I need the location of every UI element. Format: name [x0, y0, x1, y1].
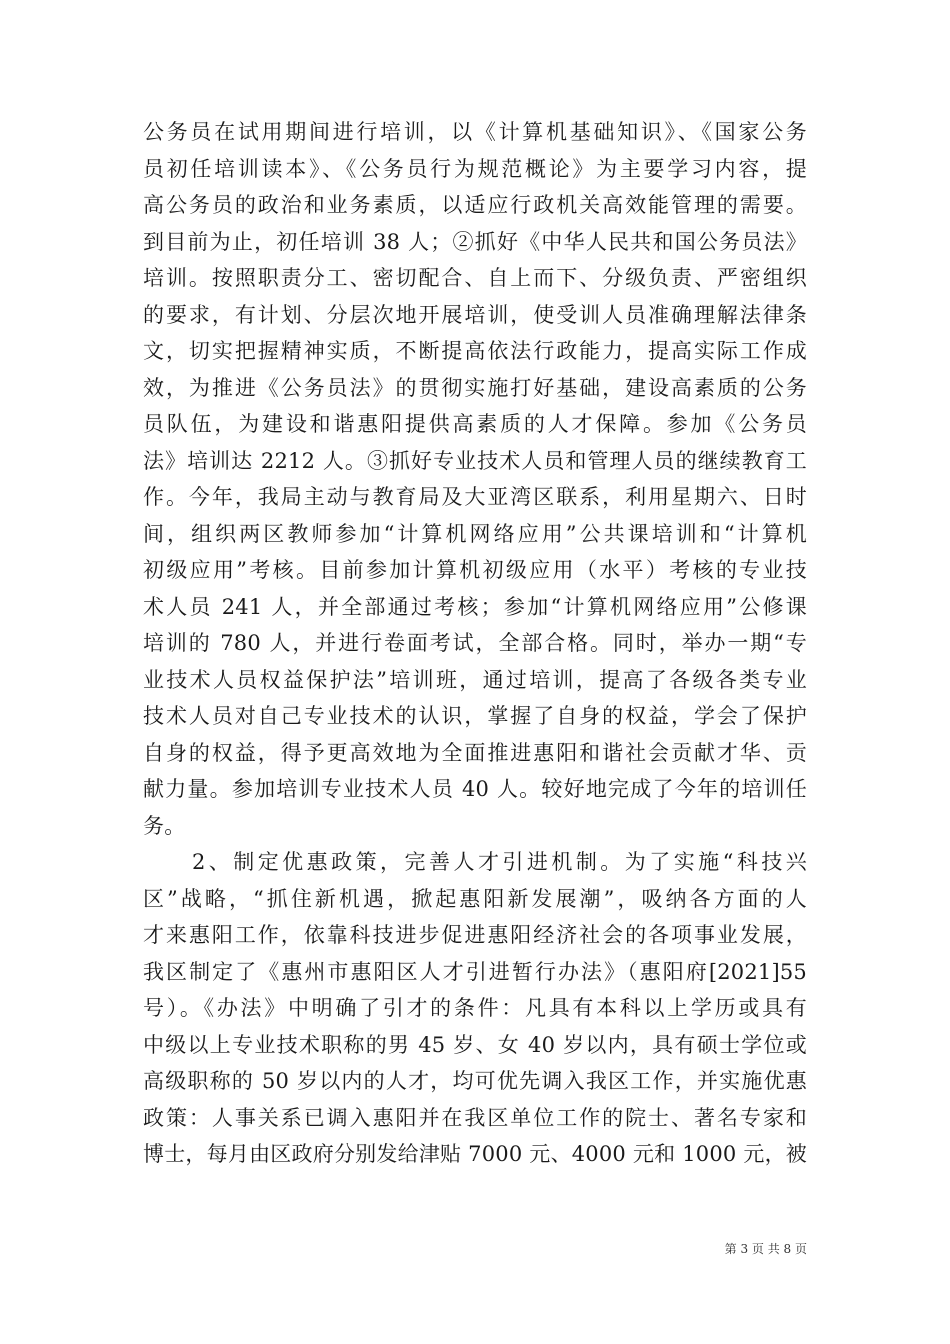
text-line: 文，切实把握精神实质，不断提高依法行政能力，提高实际工作成 [143, 339, 807, 363]
text-line: 作。今年，我局主动与教育局及大亚湾区联系，利用星期六、日时 [143, 485, 807, 509]
text-line: 高公务员的政治和业务素质，以适应行政机关高效能管理的需要。 [143, 193, 807, 217]
text-line: 献力量。参加培训专业技术人员 40 人。较好地完成了今年的培训任 [143, 777, 807, 801]
text-line: 技术人员对自己专业技术的认识，掌握了自身的权益，学会了保护 [143, 704, 807, 728]
text-line: 中级以上专业技术职称的男 45 岁、女 40 岁以内，具有硕士学位或 [143, 1032, 807, 1057]
text-line: 号）。《办法》中明确了引才的条件：凡具有本科以上学历或具有 [143, 996, 807, 1020]
text-line: 术人员 241 人，并全部通过考核；参加“计算机网络应用”公修课 [143, 594, 807, 619]
text-line: 到目前为止，初任培训 38 人；②抓好《中华人民共和国公务员法》 [143, 229, 807, 254]
text-line: 业技术人员权益保护法”培训班，通过培训，提高了各级各类专业 [143, 667, 807, 692]
text-line: 政策：人事关系已调入惠阳并在我区单位工作的院士、著名专家和 [143, 1105, 807, 1130]
text-line: 自身的权益，得予更高效地为全面推进惠阳和谐社会贡献才华、贡 [143, 740, 807, 765]
text-line: 2、制定优惠政策，完善人才引进机制。为了实施“科技兴 [143, 850, 807, 874]
text-line: 培训的 780 人，并进行卷面考试，全部合格。同时，举办一期“专 [143, 631, 807, 655]
text-line: 培训。按照职责分工、密切配合、自上而下、分级负责、严密组织 [143, 266, 807, 290]
text-line: 初级应用”考核。目前参加计算机初级应用（水平）考核的专业技 [143, 558, 807, 582]
text-line: 才来惠阳工作，依靠科技进步促进惠阳经济社会的各项事业发展， [143, 923, 807, 947]
text-line: 高级职称的 50 岁以内的人才，均可优先调入我区工作，并实施优惠 [143, 1069, 807, 1093]
text-line: 务。 [143, 813, 186, 838]
text-line: 的要求，有计划、分层次地开展培训，使受训人员准确理解法律条 [143, 302, 807, 327]
body-text [143, 114, 807, 1173]
text-line: 公务员在试用期间进行培训，以《计算机基础知识》、《国家公务 [143, 120, 807, 144]
text-line: 员队伍，为建设和谐惠阳提供高素质的人才保障。参加《公务员 [143, 412, 807, 436]
page-number-footer: 第 3 页 共 8 页 [724, 1242, 807, 1256]
text-line: 效，为推进《公务员法》的贯彻实施打好基础，建设高素质的公务 [143, 375, 807, 400]
text-line: 法》培训达 2212 人。③抓好专业技术人员和管理人员的继续教育工 [143, 448, 807, 473]
text-line: 博士，每月由区政府分别发给津贴 7000 元、4000 元和 1000 元，被 [143, 1142, 807, 1166]
text-line: 间，组织两区教师参加“计算机网络应用”公共课培训和“计算机 [143, 521, 807, 546]
text-line: 我区制定了《惠州市惠阳区人才引进暂行办法》（惠阳府[2021]55 [143, 959, 807, 984]
text-line: 员初任培训读本》、《公务员行为规范概论》为主要学习内容，提 [143, 156, 807, 181]
text-line: 区”战略，“抓住新机遇，掀起惠阳新发展潮”，吸纳各方面的人 [143, 886, 807, 911]
